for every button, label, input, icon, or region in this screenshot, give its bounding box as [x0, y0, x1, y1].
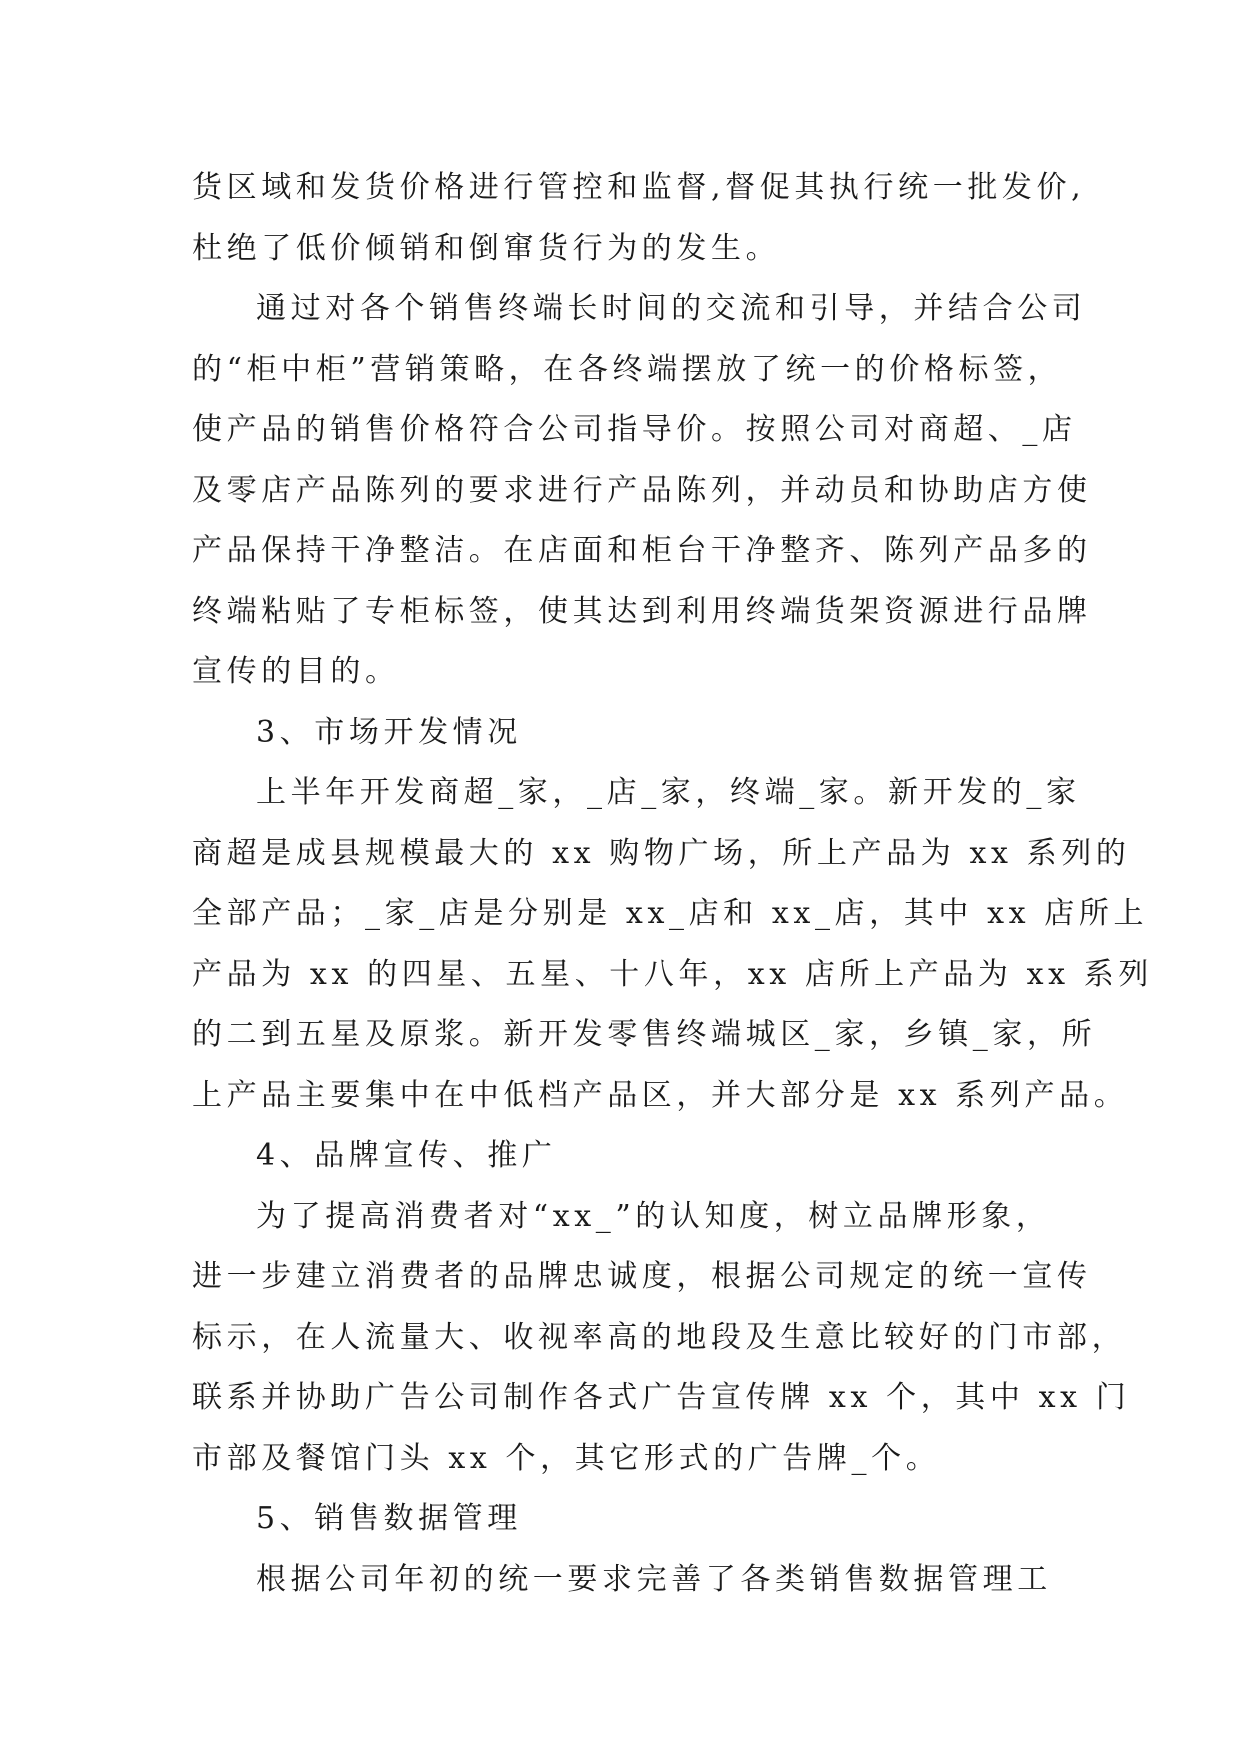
body-text-line: 联系并协助广告公司制作各式广告宣传牌 xx 个，其中 xx 门: [192, 1380, 1131, 1415]
body-text-line: 进一步建立消费者的品牌忠诚度，根据公司规定的统一宣传: [192, 1259, 1092, 1294]
body-text-line: 的二到五星及原浆。新开发零售终端城区_家，乡镇_家，所: [192, 1017, 1097, 1052]
body-text-line: 货区域和发货价格进行管控和监督,督促其执行统一批发价,: [192, 170, 1086, 205]
body-text-line: 市部及餐馆门头 xx 个，其它形式的广告牌_个。: [192, 1440, 941, 1476]
section-heading: 5、销售数据管理: [256, 1501, 522, 1536]
body-text-line: 全部产品；_家_店是分别是 xx_店和 xx_店，其中 xx 店所上: [192, 896, 1149, 931]
body-text-line: 上产品主要集中在中低档产品区，并大部分是 xx 系列产品。: [192, 1077, 1129, 1113]
paragraph-first-line: 通过对各个销售终端长时间的交流和引导，并结合公司: [256, 291, 1087, 326]
body-text-line: 标示，在人流量大、收视率高的地段及生意比较好的门市部，: [192, 1319, 1127, 1355]
body-text-line: 终端粘贴了专柜标签，使其达到利用终端货架资源进行品牌: [192, 593, 1092, 629]
body-text-line: 商超是成县规模最大的 xx 购物广场，所上产品为 xx 系列的: [192, 835, 1131, 871]
body-text-line: 使产品的销售价格符合公司指导价。按照公司对商超、_店: [192, 412, 1077, 447]
body-text-line: 杜绝了低价倾销和倒窜货行为的发生。: [192, 230, 781, 266]
body-text-line: 产品为 xx 的四星、五星、十八年，xx 店所上产品为 xx 系列: [192, 956, 1153, 992]
document-page: [192, 158, 1153, 1610]
body-text-line: 及零店产品陈列的要求进行产品陈列，并动员和协助店方使: [192, 472, 1092, 508]
section-heading: 3、市场开发情况: [256, 714, 522, 750]
body-text-line: 的“柜中柜”营销策略，在各终端摆放了统一的价格标签，: [192, 351, 1063, 387]
paragraph-first-line: 根据公司年初的统一要求完善了各类销售数据管理工: [256, 1561, 1052, 1597]
body-text-line: 宣传的目的。: [192, 654, 400, 689]
body-text-line: 产品保持干净整洁。在店面和柜台干净整齐、陈列产品多的: [192, 533, 1092, 568]
paragraph-first-line: 为了提高消费者对“xx_”的认知度，树立品牌形象，: [256, 1198, 1051, 1234]
section-heading: 4、品牌宣传、推广: [256, 1138, 557, 1173]
paragraph-first-line: 上半年开发商超_家，_店_家，终端_家。新开发的_家: [256, 775, 1081, 810]
